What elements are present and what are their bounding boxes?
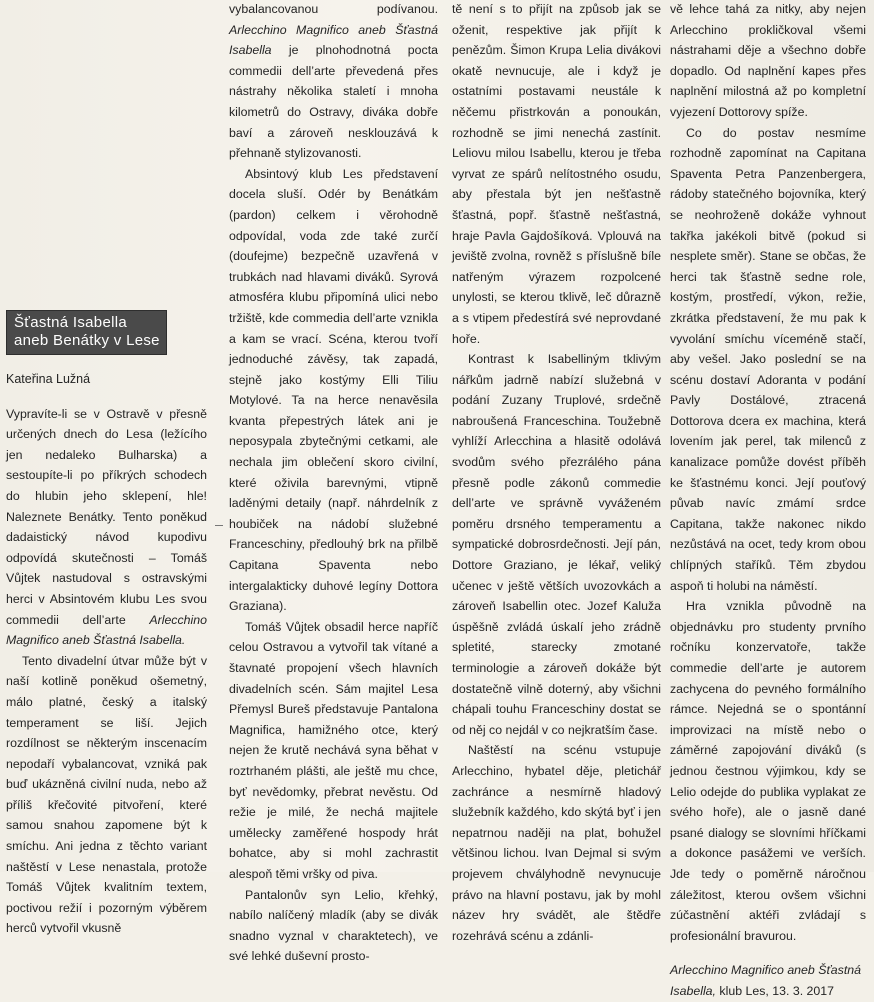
paragraph: Co do postav nesmíme rozhodně zapomínat na Capitana Spaventa Petra Panzenbergera, rádoby statečného bojovníka, který se neohroženě dokáže vyhnout takřka jakékoli bitvě (pokud si nesplete směr). Stane se občas, že herci tak šťastně sedne role, kostým, prostředí, výkon, režie, zkrátka představení, že mu pak k vyvolání smíchu víceméně stačí, aby vešel. Jako poslední se na scénu dostaví Adoranta v podání Pavly Dostálové, ztracená Dottorova dcera ex machina, která lovením jak perel, tak milenců z kanalizace pomůže dovést příběh ke šťastnému konci. Její pouťový půvab navíc zmámí srdce Capitana, takže nakonec nikdo nezůstává na ocet, tedy krom obou chlípných staříků. Těm zbydou aspoň ti holubi na náměstí. [670,125,866,593]
paragraph: Pantalonův syn Lelio, křehký, nabílo nalíčený mladík (aby se divák snadno vyznal v charaktetech), ve své lehké duševní prosto- [229,887,438,964]
paragraph: Absintový klub Les představení docela sluší. Odér by Benátkám (pardon) celkem i věrohodně odpovídal, voda zde také zurčí (doufejme) bezpečně uzavřená v trubkách nad hlavami diváků. Syrová atmosféra klubu připomíná ulici nebo tržiště, kde commedia dell’arte vznikla a kam se vrací. Scéna, kterou tvoří jednoduché závěsy, tak zapadá, stejně jako kostýmy Elli Tiliu Motylové. Ta na herce nenavěsila kvanta přepestrých látek ani je neposypala zbytečnými cetkami, ale nechala jim oblečení skoro civilní, které oživila barevnými, vtipně laděnými detaily (např. náhrdelník z houbiček na nádobí služebné Franceschiny, předlouhý brk na přilbě Capitana Spaventa nebo intergalakticky duhové legíny Dottora Graziana). [229,166,438,614]
article-author: Kateřina Lužná [6,372,91,386]
caption-venue-date: klub Les, 13. 3. 2017 [715,983,835,998]
photo-caption [670,960,866,1001]
paragraph: tě není s to přijít na způsob jak se oženit, respektive jak přijít k penězům. Šimon Krupa Lelia divákovi okatě nevnucuje, ale i když je ostatními postavami neustále k něčemu přistrkován a ponoukán, rozhodně se jimi nenechá zastínit. Leliovu milou Isabellu, kterou je třeba vyrvat ze spárů nelítostného osudu, aby přestala být jen nešťastně šťastná, popř. šťastně nešťastná, hraje Pavla Gajdošíková. Vplouvá na jeviště zvolna, rovněž s příslušně bíle natřeným výrazem rozpolcené unylosti, se kterou tklivě, leč důrazně a s vtipem předestírá své neprovdané hoře. [452,2,661,346]
article-title-line-1: Šťastná Isabella [14,314,127,331]
column-2 [229,0,438,967]
paragraph: Kontrast k Isabelliným tklivým nářkům jadrně nabízí služebná v podání Zuzany Truplové, srdečně nabroušená Franceschina. Toužebně vyhlíží Arlecchina a hlasitě odolává svodům svého přezrálého pána přesně podle zákonů commedie dell’arte ve správně vyváženém poměru drsného temperamentu a sympatické dobrosrdečnosti. Její pán, Dottore Graziano, je lékař, veliký učenec v ještě větších uvozovkách a zároveň Isabellin otec. Jozef Kaluža úspěšně zvládá úskalí jeho zrádně spletité, starecky zmotané terminologie a zároveň dokáže být dostatečně vilně doterný, aby všichni chápali touhu Franceschiny dostat se od něj co nejdál v co nejkratším čase. [452,352,661,737]
caption-play-title: Arlecchino Magnifico aneb Šťastná Isabella, [670,963,862,998]
paragraph: Vypravíte-li se v Ostravě v přesně určených dnech do Lesa (ležícího jen nedaleko Bulharska) a sestoupíte-li po příkrých schodech do hlubin jeho sklepení, hle! Naleznete Benátky. Tento poněkud dadaistický návod kupodivu odpovídá skutečnosti – Tomáš Vůjtek nastudoval s ostravskými herci v Absintovém klubu Les svou commedii dell’arte Arlecchino Magnifico aneb Šťastná Isabella. [6,406,207,648]
divider [215,525,223,526]
article-title-line-2: aneb Benátky v Lese [14,332,160,349]
paragraph: Naštěstí na scénu vstupuje Arlecchino, hybatel děje, pletichář zachránce a nesmírně hladový služebník každého, kdo skýtá byť i jen nepatrnou naději na plat, bohužel většinou lichou. Ivan Dejmal si svým projevem chvályhodně nevynucuje právo na hlavní postavu, jak by mohl název hry svádět, ale štědře rozehrává scénu a zdánli- [452,743,661,943]
column-4 [670,0,866,1002]
paragraph: Tomáš Vůjtek obsadil herce napříč celou Ostravou a vytvořil tak vítané a štavnaté propojení všech hlavních divadelních scén. Sám majitel Lesa Přemysl Bureš představuje Pantalona Magnifica, hamižného otce, který nejen že krutě nechává syna běhat v roztrhaném plášti, ale ještě mu chce, byť nevědomky, přebrat nevěstu. Od režie je milé, že nechá majitele umělecky zaměřené hospody hrát bohatce, aby si mohl zachrastit alespoň těmi vršky od piva. [229,619,438,881]
column-3 [452,0,661,946]
play-title: Arlecchino Magnifico aneb Šťastná Isabella. [6,612,207,648]
article-title [6,310,167,355]
paragraph: vybalancovanou podívanou. Arlecchino Magnifico aneb Šťastná Isabella je plnohodnotná pocta commedii dell’arte převedená přes nástrahy několika staletí i mnoha kilometrů do Ostravy, diváka dobře baví a zároveň nesklouzává k přehnaně stylizovanosti. [229,2,438,161]
column-1 [6,310,207,939]
paragraph: Tento divadelní útvar může být v naší kotlině poněkud ošemetný, málo platné, český a italský temperament se liší. Jejich rozdílnost se některým inscenacím nepodaří vybalancovat, vzniká pak buď ukázněná civilní nuda, nebo až příliš křečovité pitvoření, které samou snahou zapomene být k smíchu. Ani jedna z těchto variant naštěstí v Lese nenastala, protože Tomáš Vůjtek kvalitním textem, poctivou režií i pozorným výběrem herců vytvořil vkusně [6,653,207,936]
play-title: Arlecchino Magnifico aneb Šťastná Isabella [229,22,438,58]
paragraph: Hra vznikla původně na objednávku pro studenty prvního ročníku konzervatoře, takže commedie dell’arte je autorem zachycena do pevného formálního rámce. Nejedná se o spontánní improvizaci na místě nebo o záměrné zapojování diváků (s jednou čestnou výjimkou, kdy se Lelio odejde do publika vyplakat ze svého hoře), ale o jasně dané psané dialogy se slovními hříčkami a dokonce pasážemi ve verších. Jde tedy o poměrně náročnou záležitost, kterou ovšem všichni zúčastnění aktéři zvládají s profesionální bravurou. [670,599,866,943]
paragraph: vě lehce tahá za nitky, aby nejen Arlecchino prokličkoval všemi nástrahami děje a všechno dobře dopadlo. Od naplnění kapes přes naplnění milostná až po kompletní vyjezení Dottorovy spíže. [670,2,866,119]
